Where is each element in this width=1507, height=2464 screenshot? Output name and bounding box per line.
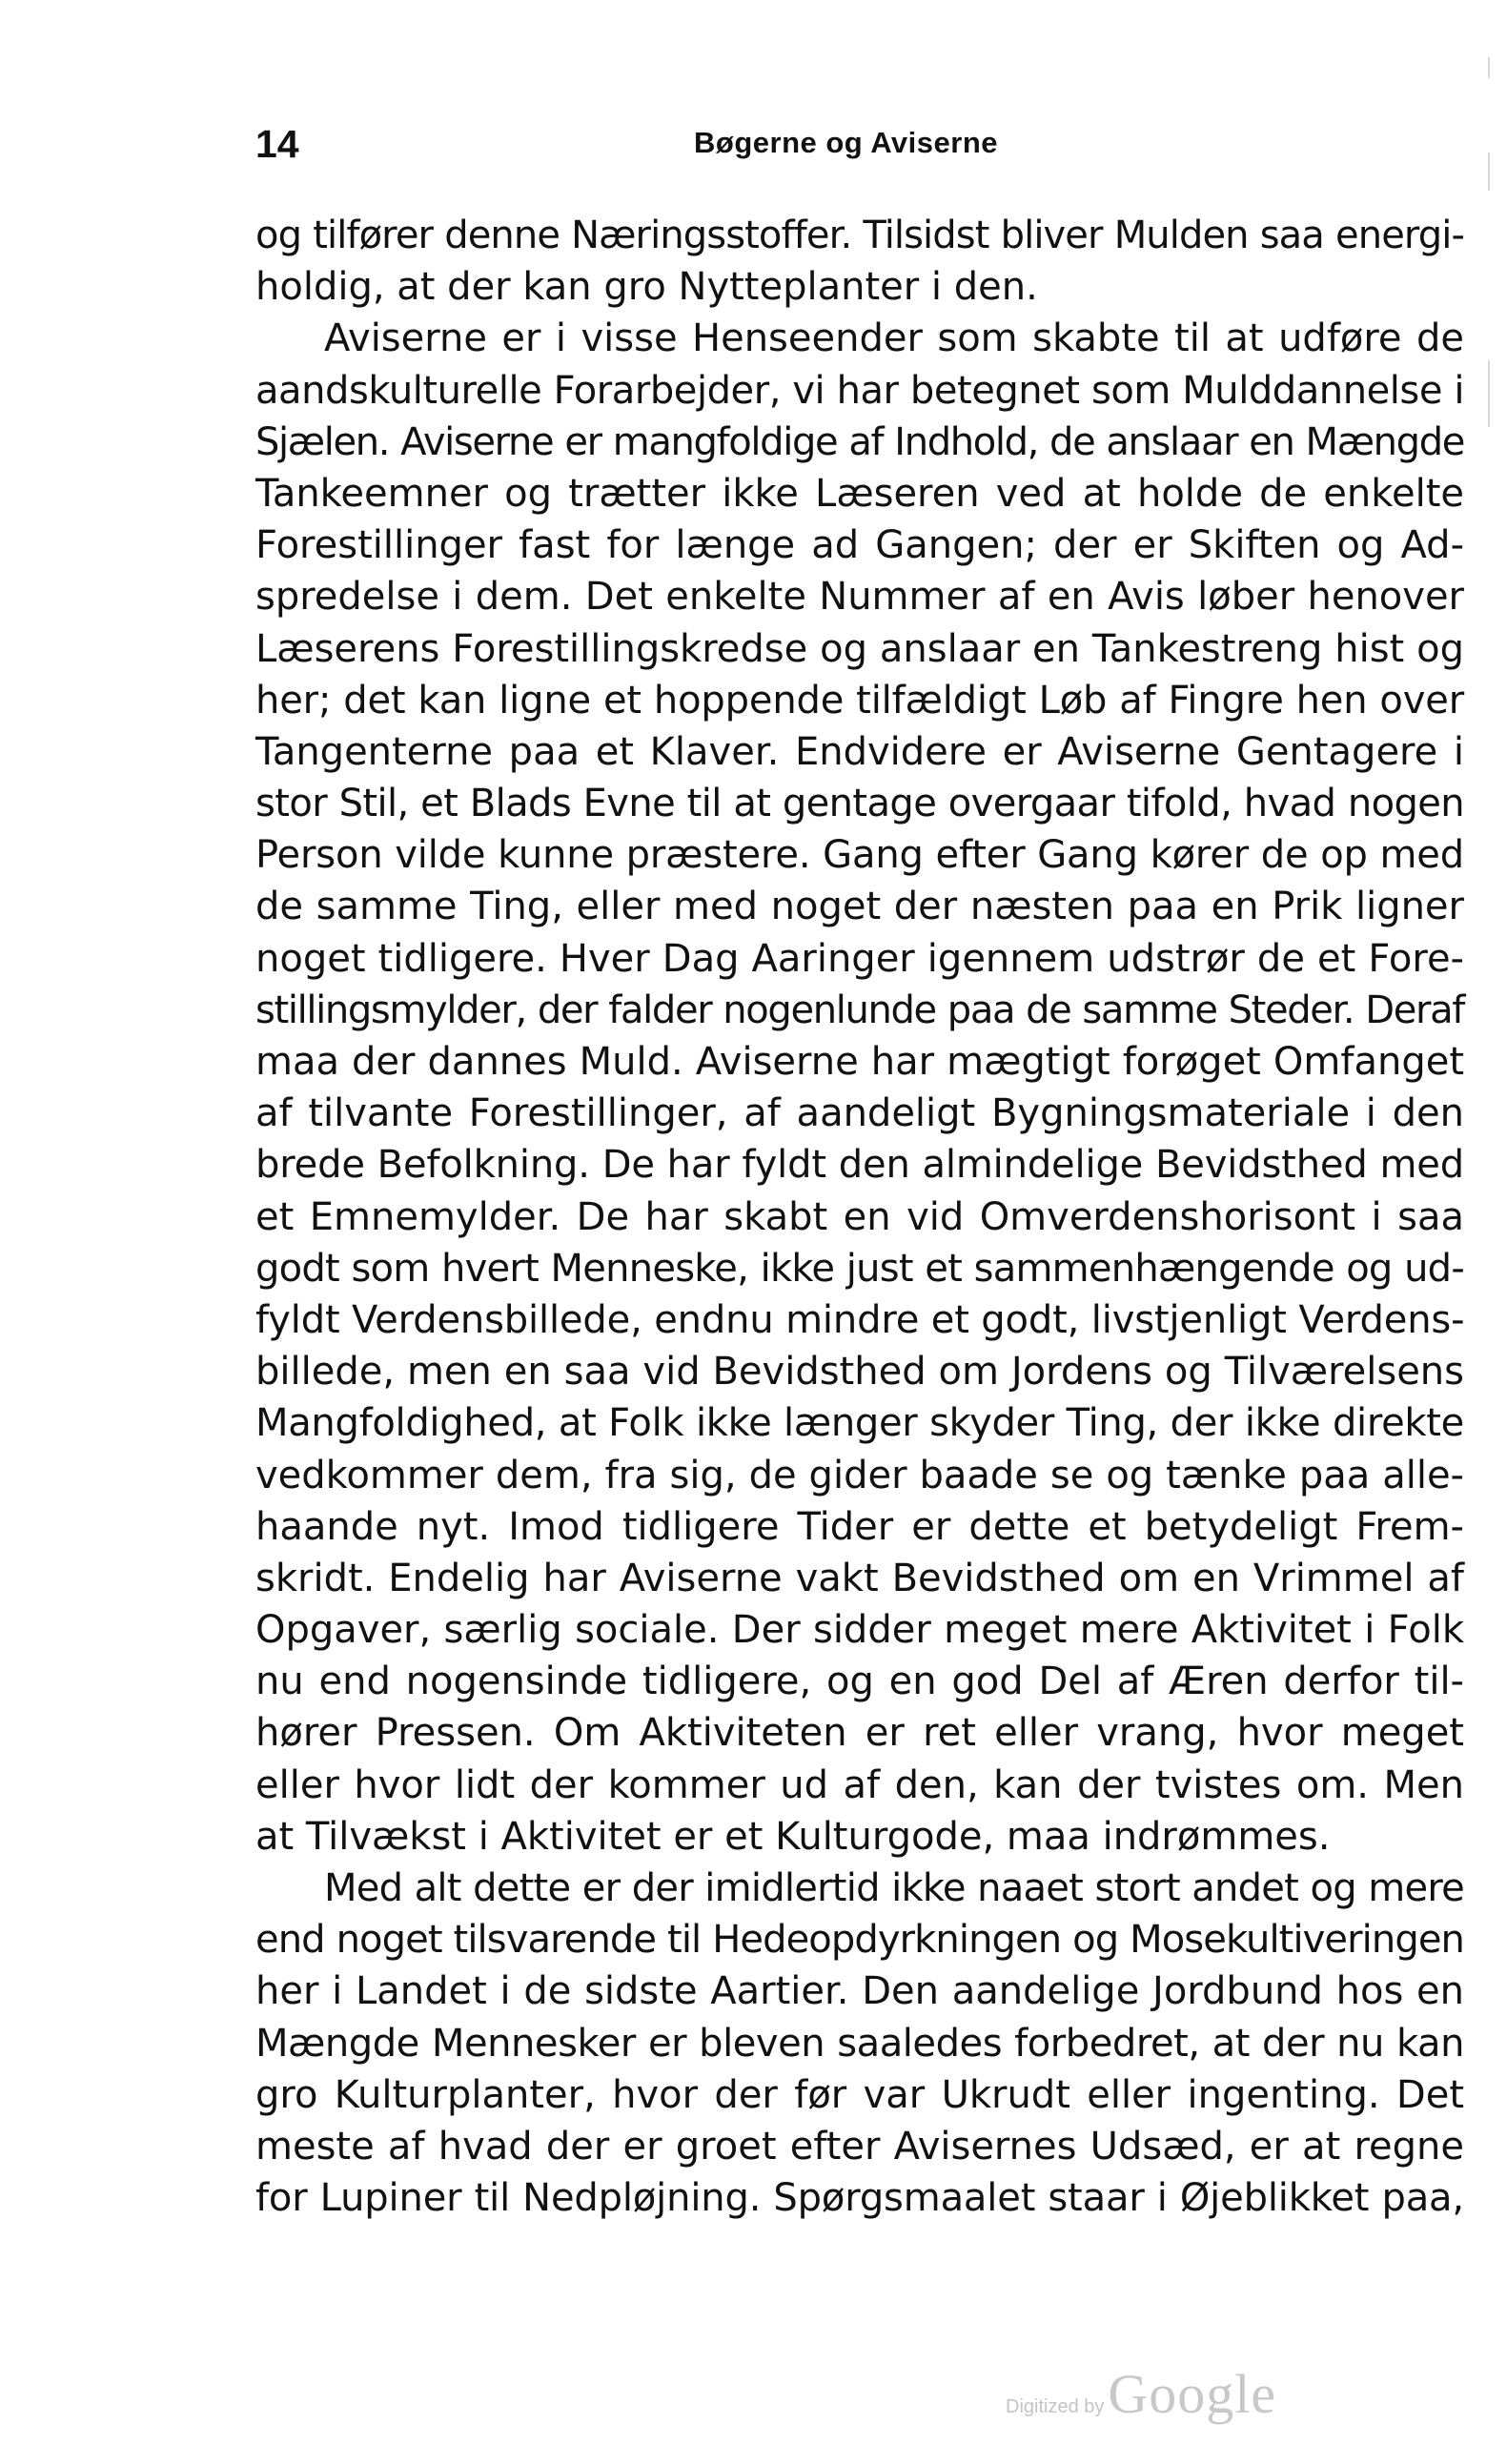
text-line: meste af hvad der er groet efter Avisernes Udsæd, er at regne	[255, 2124, 1464, 2169]
scan-edge-mark	[1488, 360, 1490, 427]
text-line: et Emnemylder. De har skabt en vid Omverdenshorisont i saa	[255, 1194, 1464, 1239]
text-line: stillingsmylder, der falder nogenlunde paa de samme Steder. Deraf	[255, 988, 1464, 1032]
text-line: eller hvor lidt der kommer ud af den, kan der tvistes om. Men	[255, 1762, 1464, 1807]
text-line: holdig, at der kan gro Nytteplanter i den.	[255, 265, 1038, 310]
text-line: for Lupiner til Nedpløjning. Spørgsmaalet staar i Øjeblikket paa,	[255, 2176, 1464, 2221]
text-line: Tangenterne paa et Klaver. Endvidere er Aviserne Gentagere i	[255, 729, 1464, 774]
text-line: her; det kan ligne et hoppende tilfældigt Løb af Fingre hen over	[255, 678, 1464, 723]
text-line: Mængde Mennesker er bleven saaledes forbedret, at der nu kan	[255, 2021, 1464, 2066]
text-line: af tilvante Forestillinger, af aandeligt Bygningsmateriale i den	[255, 1091, 1464, 1136]
text-line: aandskulturelle Forarbejder, vi har betegnet som Mulddannelse i	[255, 368, 1464, 413]
text-line: og tilfører denne Næringsstoffer. Tilsidst bliver Mulden saa energi-	[255, 214, 1464, 257]
text-line: fyldt Verdensbillede, endnu mindre et godt, livstjenligt Verdens-	[255, 1297, 1465, 1342]
text-line: brede Befolkning. De har fyldt den almindelige Bevidsthed med	[255, 1143, 1464, 1188]
text-line: de samme Ting, eller med noget der næsten paa en Prik ligner	[255, 885, 1464, 929]
scan-edge-mark	[1488, 153, 1490, 191]
text-line: Opgaver, særlig sociale. Der sidder meget mere Aktivitet i Folk	[255, 1608, 1464, 1653]
text-line: noget tidligere. Hver Dag Aaringer igennem udstrør de et Fore-	[255, 936, 1464, 981]
text-line: Forestillinger fast for længe ad Gangen; der er Skiften og Ad-	[255, 523, 1464, 568]
text-line: at Tilvækst i Aktivitet er et Kulturgode, maa indrømmes.	[255, 1814, 1331, 1859]
scan-edge-mark	[1488, 57, 1490, 78]
text-line: skridt. Endelig har Aviserne vakt Bevidsthed om en Vrimmel af	[255, 1556, 1464, 1600]
text-line: hører Pressen. Om Aktiviteten er ret eller vrang, hvor meget	[255, 1711, 1464, 1756]
watermark-digitized-by: Digitized by	[1006, 2396, 1105, 2417]
text-line: her i Landet i de sidste Aartier. Den aandelige Jordbund hos en	[255, 1969, 1464, 2014]
text-line: Læserens Forestillingskredse og anslaar en Tankestreng hist og	[255, 626, 1464, 671]
text-line: end noget tilsvarende til Hedeopdyrkningen og Mosekultiveringen	[255, 1918, 1464, 1963]
text-line: stor Stil, et Blads Evne til at gentage overgaar tifold, hvad nogen	[255, 782, 1464, 826]
text-line: maa der dannes Muld. Aviserne har mægtigt forøget Omfanget	[255, 1040, 1464, 1084]
text-line: Person vilde kunne præstere. Gang efter Gang kører de op med	[255, 833, 1464, 878]
text-line: Mangfoldighed, at Folk ikke længer skyder Ting, der ikke direkte	[255, 1401, 1464, 1446]
running-head: Bøgerne og Aviserne	[694, 126, 999, 159]
text-line: nu end nogensinde tidligere, og en god Del af Æren derfor til-	[255, 1660, 1464, 1704]
body-text	[255, 210, 1464, 2224]
text-line: Sjælen. Aviserne er mangfoldige af Indhold, de anslaar en Mængde	[255, 419, 1464, 464]
text-line: haande nyt. Imod tidligere Tider er dette et betydeligt Frem-	[255, 1504, 1464, 1549]
text-line: godt som hvert Menneske, ikke just et sammenhængende og ud-	[255, 1246, 1464, 1291]
page-header	[255, 112, 1464, 170]
text-line: Aviserne er i visse Henseender som skabte til at udføre de	[324, 316, 1464, 361]
text-line: billede, men en saa vid Bevidsthed om Jordens og Tilværelsens	[255, 1350, 1464, 1395]
text-line: spredelse i dem. Det enkelte Nummer af en Avis løber henover	[255, 575, 1464, 620]
digitized-watermark	[1006, 2362, 1276, 2429]
text-line: Tankeemner og trætter ikke Læseren ved at holde de enkelte	[255, 471, 1464, 516]
page-number: 14	[255, 122, 299, 166]
text-line: vedkommer dem, fra sig, de gider baade se og tænke paa alle-	[255, 1453, 1464, 1497]
text-line: gro Kulturplanter, hvor der før var Ukrudt eller ingenting. Det	[255, 2072, 1464, 2117]
text-line: Med alt dette er der imidlertid ikke naaet stort andet og mere	[324, 1866, 1464, 1910]
google-logo: Google	[1108, 2363, 1277, 2425]
